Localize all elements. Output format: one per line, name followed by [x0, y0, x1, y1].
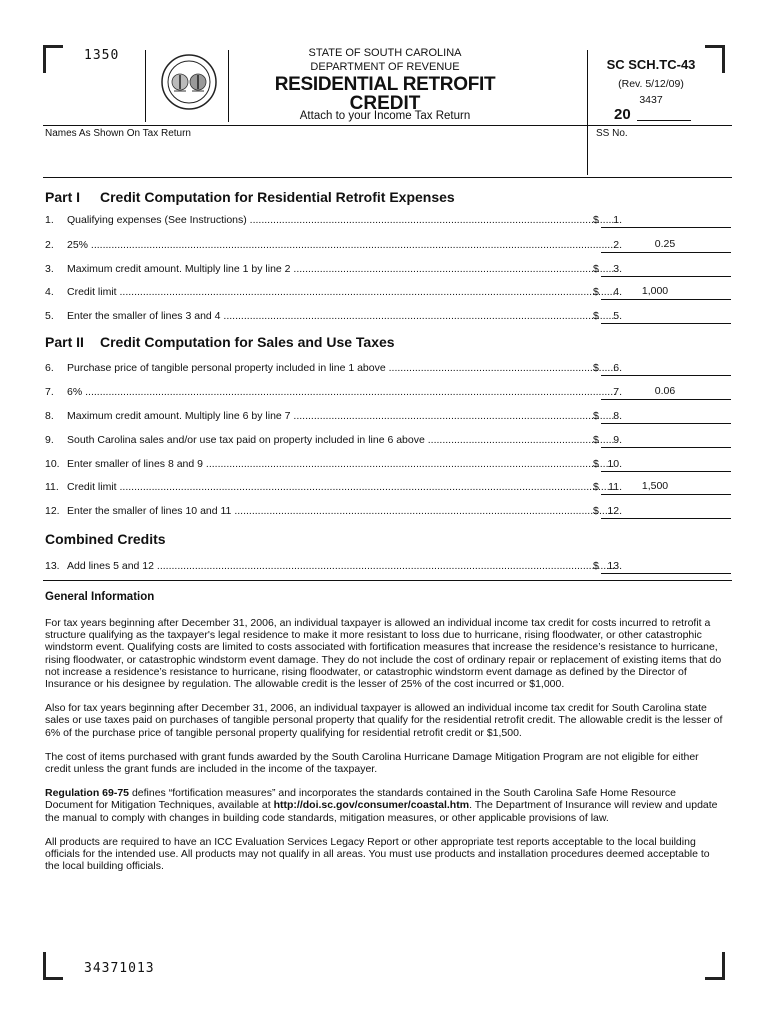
header-divider-right — [587, 50, 588, 175]
part1-title: Credit Computation for Residential Retrofit Expenses — [100, 189, 455, 205]
line-10-amount-field[interactable] — [601, 471, 731, 472]
state-seal — [160, 53, 218, 111]
names-label: Names As Shown On Tax Return — [45, 128, 191, 139]
form-title-line1: RESIDENTIAL RETROFIT — [274, 74, 496, 95]
header-bottom-rule — [43, 125, 732, 126]
line-9: 9. South Carolina sales and/or use tax paid on property included in line 6 above ..... 9. $ — [45, 434, 731, 452]
line-8-amount-field[interactable] — [601, 423, 731, 424]
line-6: 6. Purchase price of tangible personal property included in line 1 above ..... 6. $ — [45, 362, 731, 380]
form-id: SC SCH.TC-43 — [606, 57, 696, 72]
line-12: 12. Enter the smaller of lines 10 and 11 ..... 12. $ — [45, 505, 731, 523]
form-code-bottom: 34371013 — [84, 961, 155, 976]
line-13-amount-field[interactable] — [601, 573, 731, 574]
general-paragraph-4: Regulation 69-75 defines “fortification measures” and incorporates the standards contained in the South Carolina Safe Home Resource Document for Mitigation Techniques, available at http://doi.sc.gov/consumer/coastal.htm. The Department of Insurance will review and update the manual to comply with changes in building code standards, mitigation measures, or other applicable provisions of law. — [45, 787, 718, 824]
line-4: 4. Credit limit ..... 4. $ 1,000 — [45, 286, 731, 304]
line-4-amount-field — [601, 299, 731, 300]
part2-label: Part II — [45, 334, 84, 350]
form-code-top: 1350 — [84, 48, 120, 63]
general-info-body — [45, 617, 725, 872]
general-paragraph-3: The cost of items purchased with grant funds awarded by the South Carolina Hurricane Damage Mitigation Program are not eligible for either credit unless the grant funds are included in the income of the taxpayer. — [45, 750, 699, 776]
line-13: 13. Add lines 5 and 12 ..... 13. $ — [45, 560, 731, 578]
line-1-amount-field[interactable] — [601, 227, 731, 228]
line-3: 3. Maximum credit amount. Multiply line 1 by line 2 ..... 3. $ — [45, 263, 731, 281]
line-11: 11. Credit limit ..... 11. $ 1,500 — [45, 481, 731, 499]
part2-heading — [45, 334, 395, 350]
line-7: 7. 6% ..... 7. 0.06 — [45, 386, 731, 404]
line-10: 10. Enter smaller of lines 8 and 9 ..... 10. $ — [45, 458, 731, 476]
part1-label: Part I — [45, 189, 81, 205]
names-bottom-rule — [43, 177, 732, 178]
line-2-amount-field — [601, 252, 731, 253]
line-12-amount-field[interactable] — [601, 518, 731, 519]
line-11-amount-field — [601, 494, 731, 495]
combined-heading: Combined Credits — [45, 531, 166, 547]
header-divider-mid — [228, 50, 229, 122]
form-number: 3437 — [639, 94, 663, 106]
tax-year-prefix: 20 — [614, 106, 631, 123]
line-8: 8. Maximum credit amount. Multiply line 6 by line 7 ..... 8. $ — [45, 410, 731, 428]
regulation-ref: Regulation 69-75 — [45, 787, 130, 800]
header-department: DEPARTMENT OF REVENUE — [310, 61, 460, 73]
header-state: STATE OF SOUTH CAROLINA — [308, 47, 462, 59]
form-title-line2: CREDIT — [349, 93, 421, 114]
part1-heading — [45, 189, 455, 205]
line-5: 5. Enter the smaller of lines 3 and 4 ..... 5. $ — [45, 310, 731, 328]
part2-title: Credit Computation for Sales and Use Taxes — [100, 334, 395, 350]
attach-instruction: Attach to your Income Tax Return — [299, 110, 471, 122]
line-5-amount-field[interactable] — [601, 323, 731, 324]
line-9-amount-field[interactable] — [601, 447, 731, 448]
combined-bottom-rule — [43, 580, 732, 581]
coastal-link[interactable]: http://doi.sc.gov/consumer/coastal.htm — [273, 799, 470, 812]
revision-date: (Rev. 5/12/09) — [618, 78, 684, 90]
line-7-amount-field — [601, 399, 731, 400]
ssn-label: SS No. — [596, 128, 628, 139]
tax-year-field[interactable] — [637, 120, 691, 121]
line-1: 1. Qualifying expenses (See Instructions) ..... 1. $ — [45, 214, 731, 232]
general-paragraph-1: For tax years beginning after December 31, 2006, an individual taxpayer is allowed an individual income tax credit for costs incurred to retrofit a structure qualifying as the taxpayer's legal residence to make it more resistant to loss due to hurricane, rising floodwater, or other catastrophic windstorm event. Qualifying costs are limited to costs associated with fortification measures that increase the residence’s resistance to hurricane, rising floodwater, or catastrophic windstorm event damage. They do not include the cost of ordinary repair or replacement of existing items that do not increase a residence’s resistance to hurricane, rising floodwater, or catastrophic windstorm event damage as defined by the Director of Insurance or his designee by regulation. The allowable credit is the lesser of 25% of the cost incurred or $1,000. — [45, 617, 722, 691]
ssn-field[interactable] — [590, 140, 732, 176]
line-3-amount-field[interactable] — [601, 276, 731, 277]
line-2: 2. 25% ..... 2. 0.25 — [45, 239, 731, 257]
general-paragraph-2: Also for tax years beginning after December 31, 2006, an individual taxpayer is allowed an individual income tax credit for South Carolina state sales or use taxes paid on purchases of tangible personal property that qualify for the residential retrofit credit. The allowable credit is the lesser of 6% of the purchase price of tangible personal property qualifying for residential retrofit credit or $1,500. — [45, 702, 723, 739]
names-field[interactable] — [43, 140, 585, 176]
header-divider-left — [145, 50, 146, 122]
general-paragraph-5: All products are required to have an ICC Evaluation Services Legacy Report or other appropriate test reports acceptable to the local building officials for the intended use. All products may not qualify in all areas. You must use products and installation procedures deemed acceptable to the local building officials. — [45, 835, 710, 873]
general-info-heading: General Information — [45, 591, 155, 603]
line-6-amount-field[interactable] — [601, 375, 731, 376]
